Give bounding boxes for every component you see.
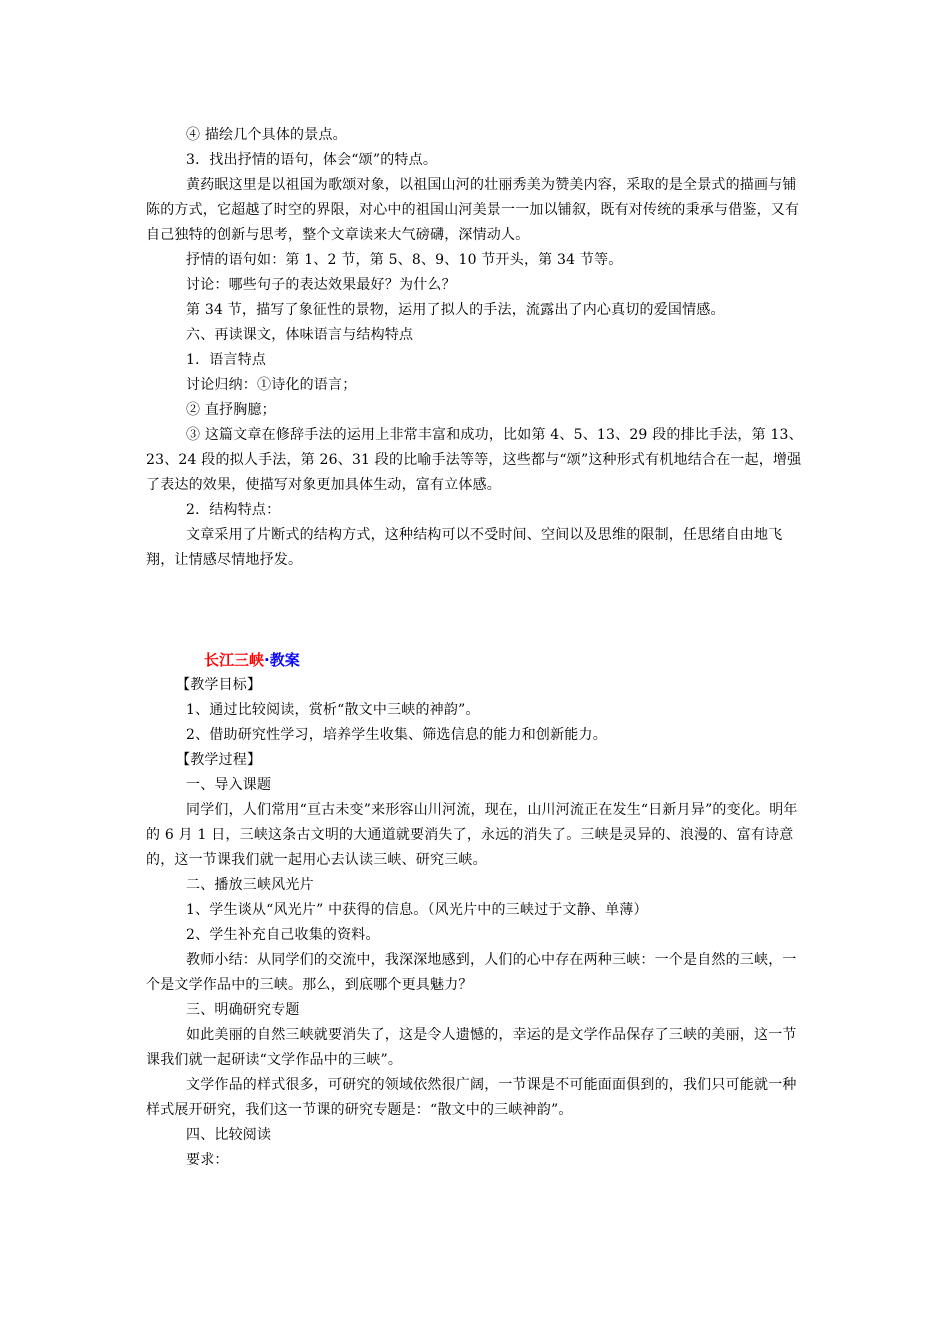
paragraph: 1、通过比较阅读，赏析“散文中三峡的神韵”。	[186, 702, 480, 718]
section-heading: 二、播放三峡风光片	[186, 877, 314, 893]
paragraph: 讨论归纳：①诗化的语言；	[186, 377, 357, 393]
paragraph: 黄药眠这里是以祖国为歌颂对象，以祖国山河的壮丽秀美为赞美内容，采取的是全景式的描画与铺陈的方式，它超越了时空的界限，对心中的祖国山河美景一一加以铺叙，既有对传统的秉承与借鉴，又有自己独特的创新与思考，整个文章读来大气磅礴，深情动人。	[146, 177, 800, 243]
paragraph: 文章采用了片断式的结构方式，这种结构可以不受时间、空间以及思维的限制，任思绪自由地飞翔，让情感尽情地抒发。	[146, 527, 783, 568]
section-heading: 六、再读课文，体味语言与结构特点	[186, 327, 414, 343]
paragraph: 2、学生补充自己收集的资料。	[186, 927, 380, 943]
paragraph: 讨论：哪些句子的表达效果最好？为什么？	[186, 277, 456, 293]
title-blue: ·教案	[264, 651, 300, 669]
paragraph: 2．结构特点：	[186, 502, 281, 518]
paragraph: 抒情的语句如：第 1、2 节，第 5、8、9、10 节开头，第 34 节等。	[186, 252, 623, 268]
paragraph: ④ 描绘几个具体的景点。	[186, 127, 347, 143]
section-heading: 一、导入课题	[186, 777, 272, 793]
section-heading: 三、明确研究专题	[186, 1002, 300, 1018]
title-red: 长江三峡	[204, 651, 265, 669]
paragraph: ③ 这篇文章在修辞手法的运用上非常丰富和成功，比如第 4、5、13、29 段的排比手法，第 13、23、24 段的拟人手法，第 26、31 段的比喻手法等等，这些都与“颂”这种形式有机地结合在一起，增强了表达的效果，使描写对象更加具体生动，富有立体感。	[146, 427, 803, 493]
section-heading: 四、比较阅读	[186, 1127, 272, 1143]
paragraph: 要求：	[186, 1152, 229, 1168]
paragraph: 如此美丽的自然三峡就要消失了，这是令人遗憾的，幸运的是文学作品保存了三峡的美丽，这一节课我们就一起研读“文学作品中的三峡”。	[146, 1027, 797, 1068]
section-heading: 【教学过程】	[176, 752, 262, 768]
paragraph: 3．找出抒情的语句，体会“颂”的特点。	[186, 152, 438, 168]
paragraph: 第 34 节，描写了象征性的景物，运用了拟人的手法，流露出了内心真切的爱国情感。	[186, 302, 725, 318]
page-title	[204, 649, 300, 670]
paragraph: 2、借助研究性学习，培养学生收集、筛选信息的能力和创新能力。	[186, 727, 607, 743]
paragraph: 文学作品的样式很多，可研究的领域依然很广阔，一节课是不可能面面俱到的，我们只可能就一种样式展开研究，我们这一节课的研究专题是：“散文中的三峡神韵”。	[146, 1077, 797, 1118]
paragraph: 同学们，人们常用“亘古未变”来形容山川河流，现在，山川河流正在发生“日新月异”的变化。明年的 6 月 1 日，三峡这条古文明的大通道就要消失了，永远的消失了。三峡是灵异的、浪漫的、富有诗意的，这一节课我们就一起用心去认读三峡、研究三峡。	[146, 802, 798, 868]
section-heading: 【教学目标】	[176, 677, 262, 693]
paragraph: ② 直抒胸臆；	[186, 402, 276, 418]
paragraph: 1．语言特点	[186, 352, 267, 368]
paragraph: 1、学生谈从“风光片” 中获得的信息。（风光片中的三峡过于文静、单薄）	[186, 902, 648, 918]
paragraph: 教师小结：从同学们的交流中，我深深地感到，人们的心中存在两种三峡：一个是自然的三峡，一个是文学作品中的三峡。那么，到底哪个更具魅力？	[146, 952, 797, 993]
